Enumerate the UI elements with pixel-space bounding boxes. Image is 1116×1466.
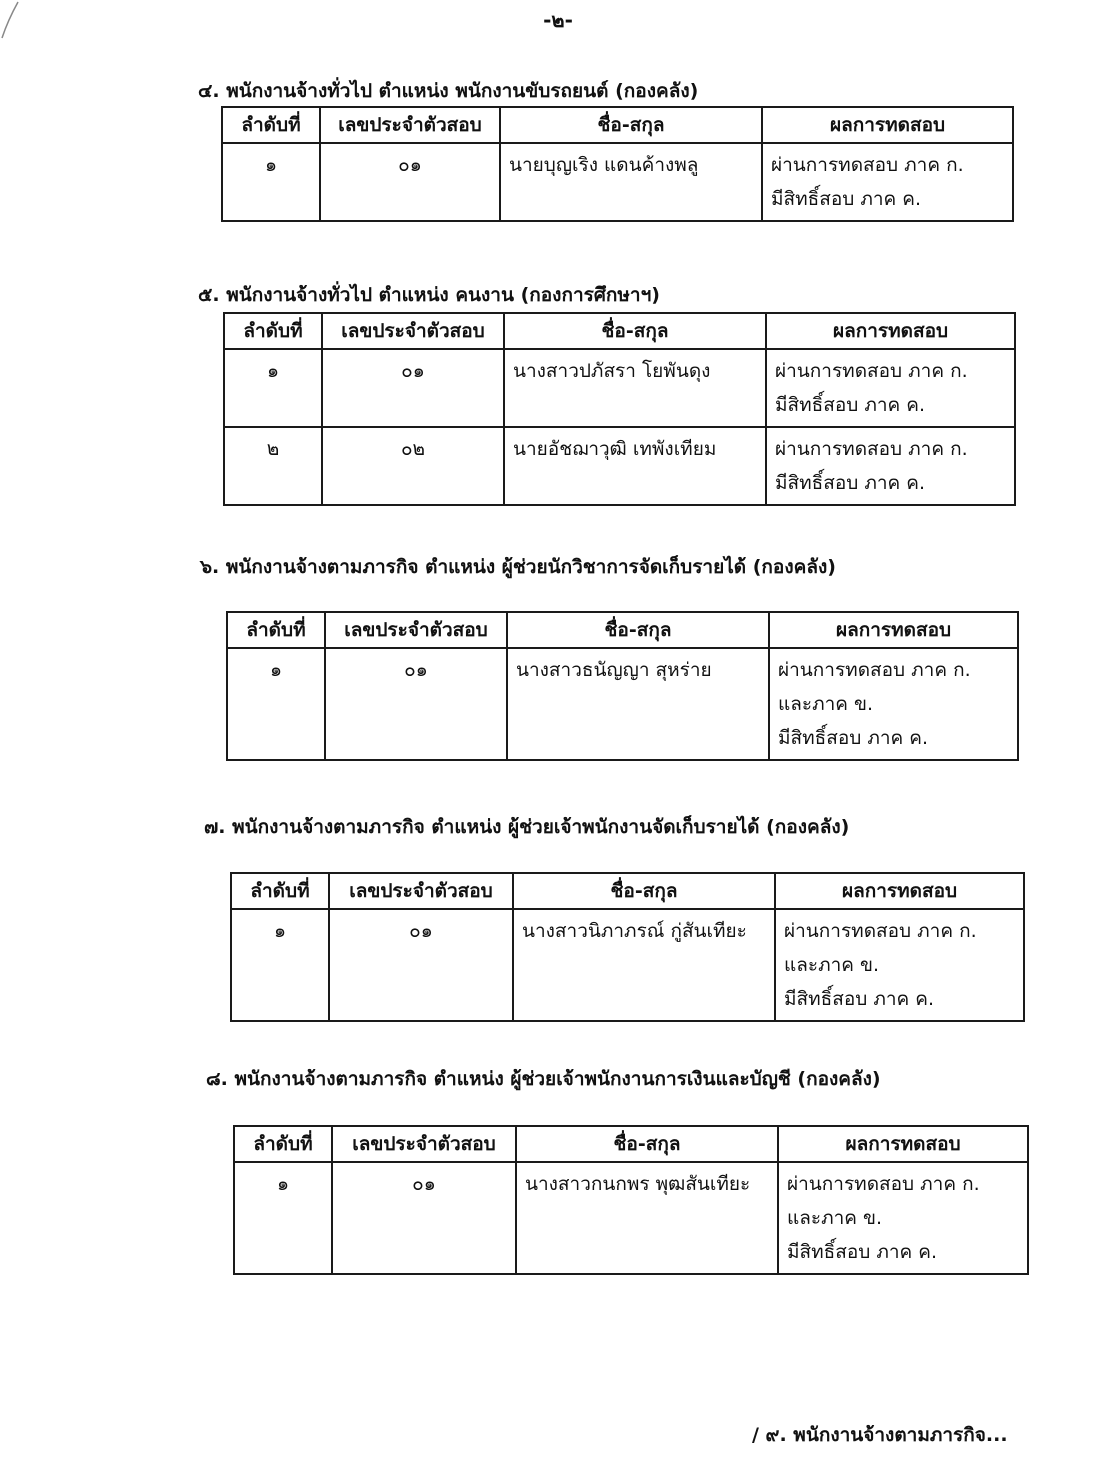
header-order: ลำดับที่	[231, 873, 329, 909]
table-header-row	[234, 1126, 1028, 1162]
header-result: ผลการทดสอบ	[778, 1126, 1028, 1162]
section-4	[198, 76, 698, 106]
results-table-4	[221, 106, 1014, 222]
section-heading: ๖. พนักงานจ้างตามภารกิจ ตำแหน่ง ผู้ช่วยนักวิชาการจัดเก็บรายได้ (กองคลัง)	[200, 556, 836, 578]
result-line: มีสิทธิ์สอบ ภาค ค.	[784, 988, 935, 1010]
section-heading: ๘. พนักงานจ้างตามภารกิจ ตำแหน่ง ผู้ช่วยเจ้าพนักงานการเงินและบัญชี (กองคลัง)	[206, 1068, 881, 1090]
cell-result	[766, 349, 1015, 427]
result-line: และภาค ข.	[784, 954, 880, 976]
cell-order: ๑	[224, 349, 322, 427]
cell-order: ๒	[224, 427, 322, 505]
table-header-row	[222, 107, 1013, 143]
cell-result	[778, 1162, 1028, 1274]
cell-order: ๑	[234, 1162, 332, 1274]
results-table-6	[226, 611, 1019, 761]
result-line: ผ่านการทดสอบ ภาค ก.	[775, 438, 968, 460]
results-table-8	[233, 1125, 1029, 1275]
result-line: ผ่านการทดสอบ ภาค ก.	[787, 1173, 980, 1195]
header-exam-id: เลขประจำตัวสอบ	[322, 313, 504, 349]
result-line: มีสิทธิ์สอบ ภาค ค.	[771, 188, 922, 210]
cell-exam-id: ๐๑	[325, 648, 507, 760]
cell-name: นางสาวกนกพร พุฒสันเทียะ	[516, 1162, 778, 1274]
cell-result	[762, 143, 1013, 221]
header-result: ผลการทดสอบ	[762, 107, 1013, 143]
header-result: ผลการทดสอบ	[766, 313, 1015, 349]
table-header-row	[224, 313, 1015, 349]
result-line: มีสิทธิ์สอบ ภาค ค.	[775, 394, 926, 416]
results-table-5	[223, 312, 1016, 506]
header-name: ชื่อ-สกุล	[504, 313, 766, 349]
result-line: มีสิทธิ์สอบ ภาค ค.	[787, 1241, 938, 1263]
cell-name: นางสาวปภัสรา โยพันดุง	[504, 349, 766, 427]
header-result: ผลการทดสอบ	[775, 873, 1024, 909]
header-name: ชื่อ-สกุล	[516, 1126, 778, 1162]
header-order: ลำดับที่	[227, 612, 325, 648]
section-heading: ๗. พนักงานจ้างตามภารกิจ ตำแหน่ง ผู้ช่วยเจ้าพนักงานจัดเก็บรายได้ (กองคลัง)	[204, 816, 850, 838]
header-exam-id: เลขประจำตัวสอบ	[332, 1126, 516, 1162]
table-row	[224, 349, 1015, 427]
result-line: ผ่านการทดสอบ ภาค ก.	[775, 360, 968, 382]
cell-order: ๑	[227, 648, 325, 760]
cell-result	[766, 427, 1015, 505]
cell-exam-id: ๐๒	[322, 427, 504, 505]
cell-exam-id: ๐๑	[320, 143, 500, 221]
section-5	[198, 280, 660, 310]
table-row	[224, 427, 1015, 505]
table-header-row	[227, 612, 1018, 648]
header-order: ลำดับที่	[224, 313, 322, 349]
cell-exam-id: ๐๑	[322, 349, 504, 427]
table-row	[227, 648, 1018, 760]
header-exam-id: เลขประจำตัวสอบ	[325, 612, 507, 648]
result-line: และภาค ข.	[787, 1207, 883, 1229]
section-7	[204, 812, 849, 842]
cell-exam-id: ๐๑	[329, 909, 513, 1021]
result-line: ผ่านการทดสอบ ภาค ก.	[784, 920, 977, 942]
section-heading: ๕. พนักงานจ้างทั่วไป ตำแหน่ง คนงาน (กองการศึกษาฯ)	[198, 284, 660, 306]
section-6	[200, 552, 836, 582]
result-line: ผ่านการทดสอบ ภาค ก.	[778, 659, 971, 681]
cell-result	[775, 909, 1024, 1021]
cell-result	[769, 648, 1018, 760]
header-order: ลำดับที่	[234, 1126, 332, 1162]
header-order: ลำดับที่	[222, 107, 320, 143]
result-line: ผ่านการทดสอบ ภาค ก.	[771, 154, 964, 176]
cell-name: นายบุญเริง แดนค้างพลู	[500, 143, 762, 221]
result-line: มีสิทธิ์สอบ ภาค ค.	[775, 472, 926, 494]
cell-order: ๑	[231, 909, 329, 1021]
section-8	[206, 1064, 881, 1094]
header-name: ชื่อ-สกุล	[513, 873, 775, 909]
header-exam-id: เลขประจำตัวสอบ	[329, 873, 513, 909]
cell-name: นางสาวธนัญญา สุหร่าย	[507, 648, 769, 760]
result-line: มีสิทธิ์สอบ ภาค ค.	[778, 727, 929, 749]
table-header-row	[231, 873, 1024, 909]
cell-name: นางสาวนิภาภรณ์ กู่สันเทียะ	[513, 909, 775, 1021]
continuation-note: / ๙. พนักงานจ้างตามภารกิจ...	[752, 1424, 1008, 1446]
header-name: ชื่อ-สกุล	[500, 107, 762, 143]
header-name: ชื่อ-สกุล	[507, 612, 769, 648]
header-result: ผลการทดสอบ	[769, 612, 1018, 648]
cell-exam-id: ๐๑	[332, 1162, 516, 1274]
header-exam-id: เลขประจำตัวสอบ	[320, 107, 500, 143]
table-row	[222, 143, 1013, 221]
cell-order: ๑	[222, 143, 320, 221]
results-table-7	[230, 872, 1025, 1022]
page-number: -๒-	[543, 8, 573, 32]
result-line: และภาค ข.	[778, 693, 874, 715]
table-row	[231, 909, 1024, 1021]
table-row	[234, 1162, 1028, 1274]
section-heading: ๔. พนักงานจ้างทั่วไป ตำแหน่ง พนักงานขับรถยนต์ (กองคลัง)	[198, 80, 699, 102]
cell-name: นายอัชฌาวุฒิ เทพังเทียม	[504, 427, 766, 505]
